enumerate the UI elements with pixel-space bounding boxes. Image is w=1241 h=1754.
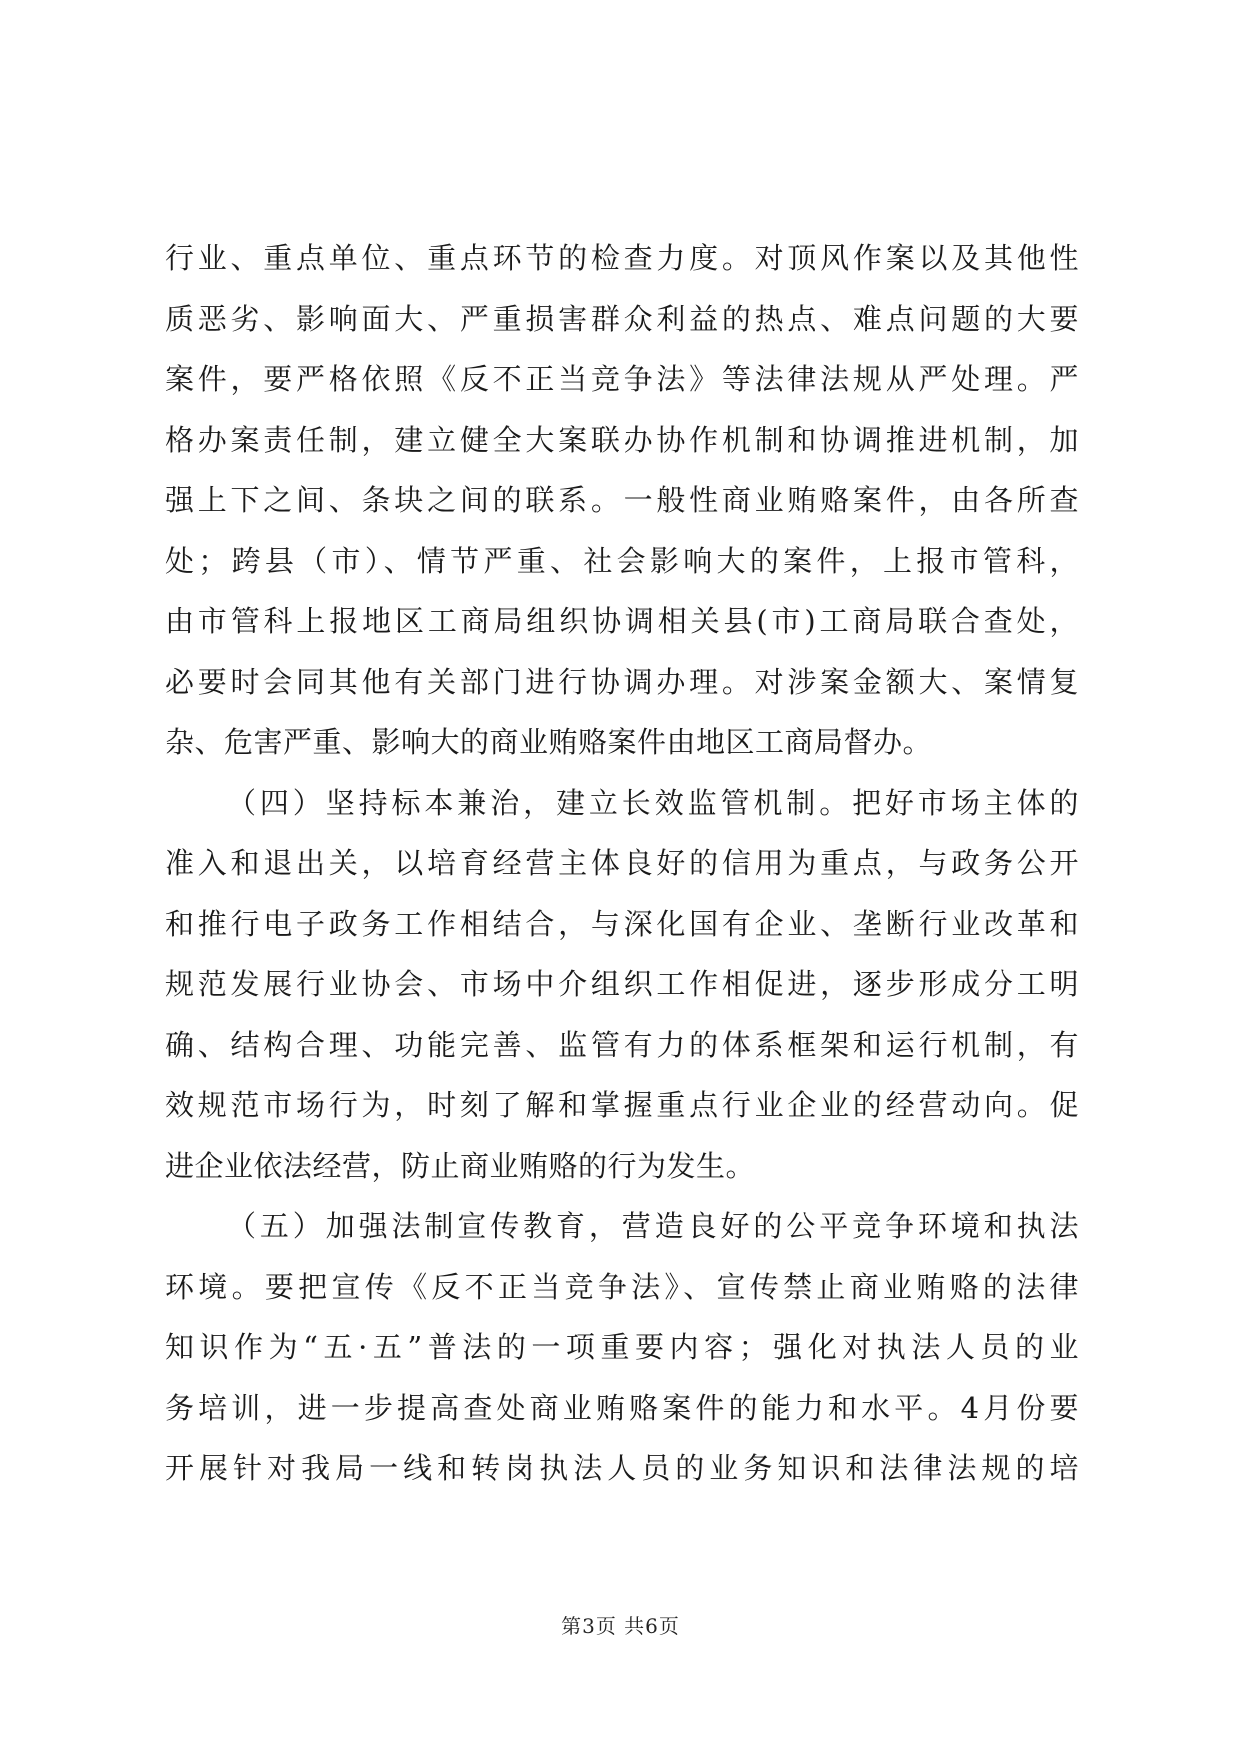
text-line: 质恶劣、影响面大、严重损害群众利益的热点、难点问题的大要: [165, 301, 1079, 336]
text-line: 开展针对我局一线和转岗执法人员的业务知识和法律法规的培: [165, 1451, 1079, 1485]
text-line: 务培训，进一步提高查处商业贿赂案件的能力和水平。4月份要: [165, 1390, 1079, 1425]
text-line: 杂、危害严重、影响大的商业贿赂案件由地区工商局督办。: [165, 725, 933, 759]
text-line: 效规范市场行为，时刻了解和掌握重点行业企业的经营动向。促: [165, 1088, 1079, 1122]
text-line: 环境。要把宣传《反不正当竞争法》、宣传禁止商业贿赂的法律: [165, 1269, 1079, 1304]
page-number-label: 第3页 共6页: [561, 1614, 680, 1638]
text-line: 由市管科上报地区工商局组织协调相关县(市)工商局联合查处，: [165, 604, 1079, 638]
text-line: 规范发展行业协会、市场中介组织工作相促进，逐步形成分工明: [165, 967, 1079, 1001]
text-line: 强上下之间、条块之间的联系。一般性商业贿赂案件，由各所查: [165, 483, 1079, 517]
text-line: 进企业依法经营，防止商业贿赂的行为发生。: [165, 1148, 756, 1183]
text-line: 行业、重点单位、重点环节的检查力度。对顶风作案以及其他性: [165, 241, 1079, 275]
paragraph-heading-5: （五）加强法制宣传教育，营造良好的公平竞争环境和执法: [227, 1209, 1079, 1243]
page-footer: [0, 1610, 1241, 1639]
text-line: 必要时会同其他有关部门进行协调办理。对涉案金额大、案情复: [165, 664, 1079, 699]
text-line: 处；跨县（市）、情节严重、社会影响大的案件，上报市管科，: [165, 543, 1079, 578]
body-text: [165, 228, 1079, 1499]
text-line: 知识作为“五·五”普法的一项重要内容；强化对执法人员的业: [165, 1330, 1079, 1364]
paragraph-heading-4: （四）坚持标本兼治，建立长效监管机制。把好市场主体的: [227, 785, 1079, 820]
text-line: 确、结构合理、功能完善、监管有力的体系框架和运行机制，有: [165, 1027, 1079, 1062]
text-line: 案件，要严格依照《反不正当竞争法》等法律法规从严处理。严: [165, 362, 1079, 396]
text-line: 和推行电子政务工作相结合，与深化国有企业、垄断行业改革和: [165, 906, 1079, 941]
text-line: 准入和退出关，以培育经营主体良好的信用为重点，与政务公开: [165, 846, 1079, 880]
text-line: 格办案责任制，建立健全大案联办协作机制和协调推进机制，加: [165, 422, 1079, 457]
